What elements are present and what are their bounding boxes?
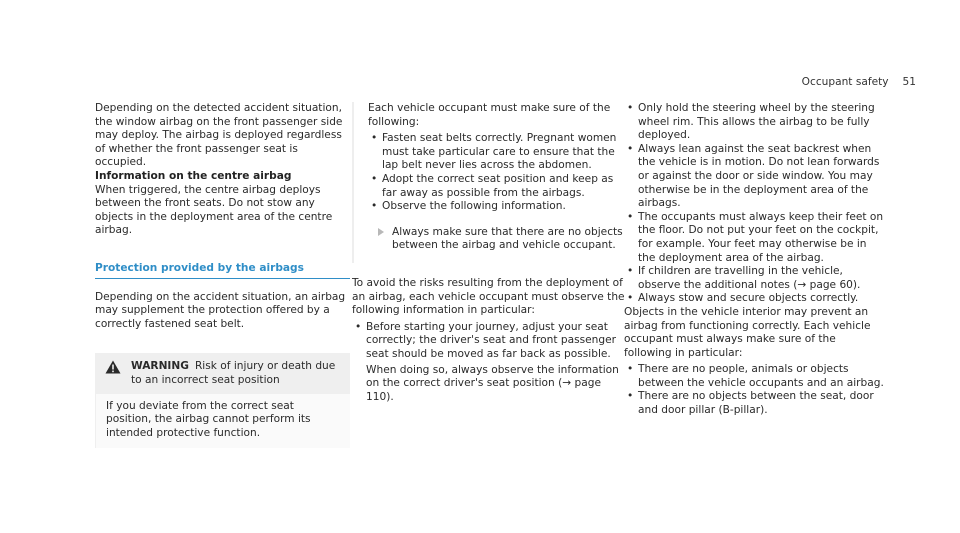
list-item: • Always stow and secure objects correctly.: [627, 292, 859, 305]
objects-paragraph: Objects in the vehicle interior may prevent an airbag from functioning correctly. Each vehicle occupant must always make sure of the following in particular:: [624, 305, 871, 359]
list-item: • Observe the following information.: [371, 200, 566, 213]
list-item: • Fasten seat belts correctly. Pregnant women must take particular care to ensure that the lap belt never lies across the abdomen.: [371, 132, 617, 172]
centre-airbag-title: Information on the centre airbag: [95, 169, 292, 182]
page-header: [756, 76, 916, 90]
column-left: [95, 102, 352, 448]
centre-airbag-paragraph: When triggered, the centre airbag deploys between the front seats. Do not stow any objects in the deployment area of the centre airbag.: [95, 183, 333, 237]
arrow-right-icon: [378, 228, 384, 236]
seat-position-subtext: When doing so, always observe the information on the correct driver's seat position (→ page 110).: [366, 363, 619, 403]
warning-header: [95, 353, 350, 393]
note-text: Always make sure that there are no objects between the airbag and vehicle occupant.: [392, 225, 623, 252]
window-airbag-paragraph: Depending on the detected accident situation, the window airbag on the front passenger side may deploy. The airbag is deployed regardless of whether the front passenger seat is occupied.: [95, 102, 343, 169]
occupant-checklist-box: [352, 102, 628, 263]
list-item: • Adopt the correct seat position and keep as far away as possible from the airbags.: [371, 172, 614, 199]
warning-box: [95, 353, 350, 448]
note-item: [368, 226, 628, 263]
warning-triangle-icon: [105, 360, 121, 374]
list-item: • There are no objects between the seat, door and door pillar (B-pillar).: [627, 390, 874, 417]
column-right: [624, 102, 886, 418]
warning-title: Risk of injury or death due to an incorrect seat position: [131, 360, 336, 386]
avoid-risks-bullets: [352, 321, 628, 405]
list-item: • Only hold the steering wheel by the steering wheel rim. This allows the airbag to be fully deployed.: [627, 102, 875, 142]
warning-label: WARNING: [131, 360, 189, 373]
list-item: • The occupants must always keep their feet on the floor. Do not put your feet on the cockpit, for example. Your feet may otherwise be in the deployment area of the airbag.: [627, 210, 884, 264]
avoid-risks-paragraph: To avoid the risks resulting from the deployment of an airbag, each vehicle occupant must observe the following information in particular:: [352, 276, 625, 317]
list-item: • There are no people, animals or objects between the vehicle occupants and an airbag.: [627, 363, 884, 389]
occupant-bullets: [368, 132, 628, 214]
protection-paragraph: Depending on the accident situation, an airbag may supplement the protection offered by a correctly fastened seat belt.: [95, 290, 346, 330]
warning-title-text: [131, 360, 342, 387]
occupant-intro: Each vehicle occupant must make sure of the following:: [368, 102, 611, 128]
safety-bullets: [624, 102, 886, 306]
list-item: • Always lean against the seat backrest when the vehicle is in motion. Do not lean forwards or against the door or side window. You may otherwise be in the deployment area of the airbags.: [627, 142, 880, 210]
protection-heading: Protection provided by the airbags: [95, 262, 350, 279]
list-item: • Before starting your journey, adjust your seat correctly; the driver's seat and front passenger seat should be moved as far back as possible. When doing so, always observe the information on the correct driver's seat position (→ page 110).: [352, 321, 628, 405]
warning-body: If you deviate from the correct seat position, the airbag cannot perform its intended protective function.: [95, 394, 350, 449]
objects-bullets: [624, 363, 886, 417]
column-middle: [352, 102, 628, 404]
page-number: 51: [902, 76, 916, 88]
list-item: • If children are travelling in the vehicle, observe the additional notes (→ page 60).: [627, 265, 861, 291]
section-title: Occupant safety: [801, 76, 889, 88]
